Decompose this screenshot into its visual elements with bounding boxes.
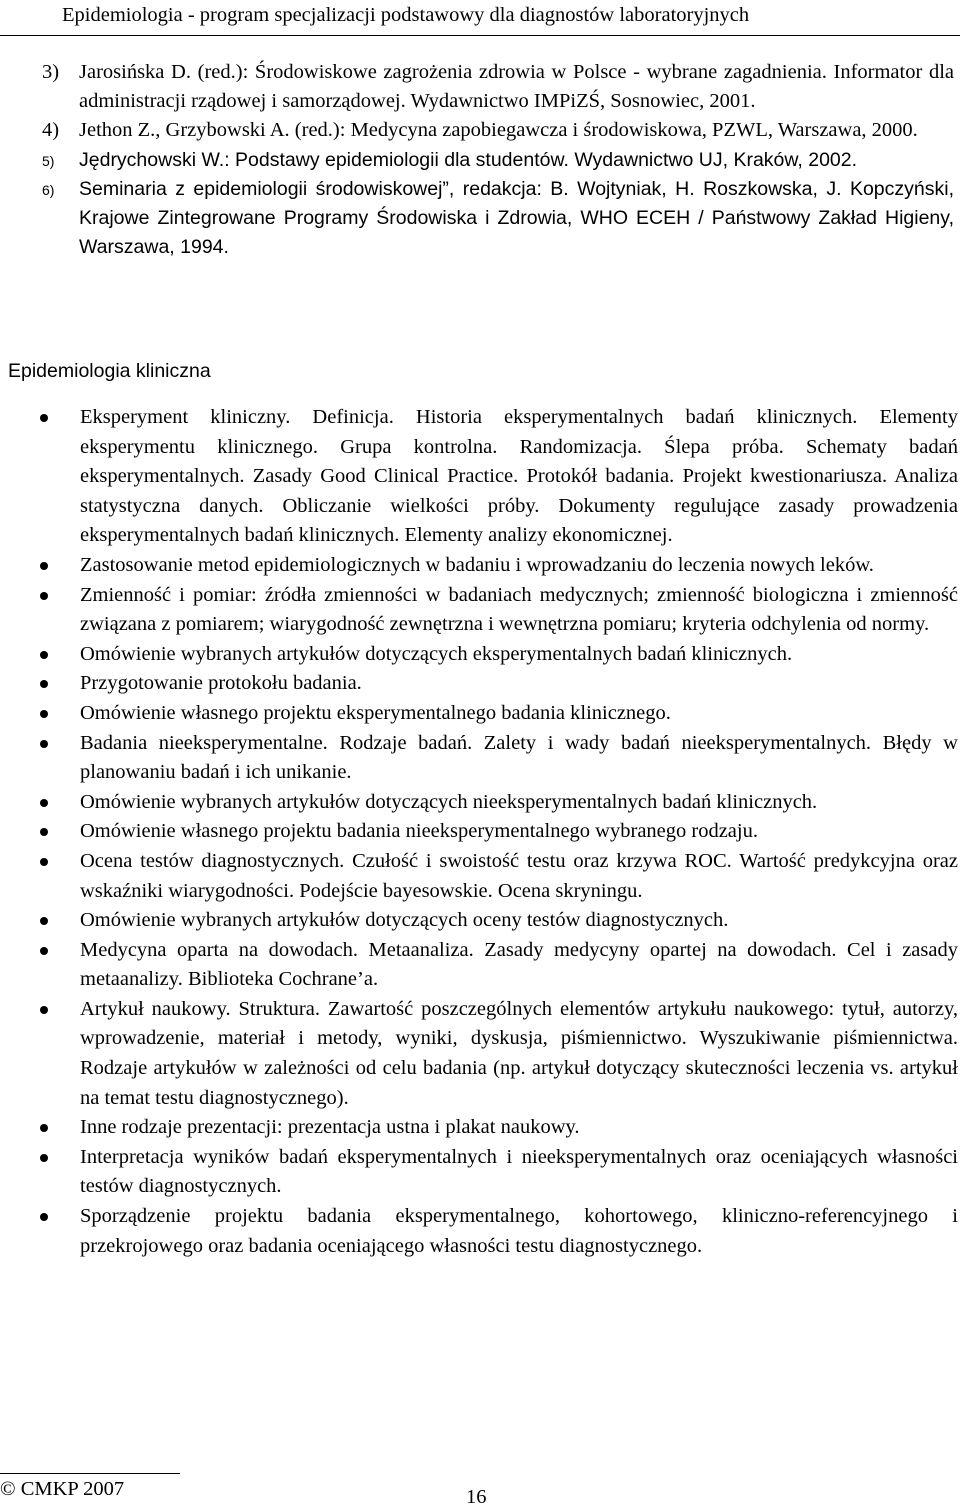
- bullet-icon: [40, 799, 48, 807]
- topic-text: Interpretacja wyników badań eksperymentalnych i nieeksperymentalnych oraz oceniających własności testów diagnostycznych.: [80, 1145, 958, 1198]
- topic-text: Omówienie własnego projektu eksperymentalnego badania klinicznego.: [80, 701, 671, 724]
- bullet-icon: [40, 1154, 48, 1162]
- reference-list: [42, 58, 954, 262]
- topic-text: Omówienie wybranych artykułów dotyczących oceny testów diagnostycznych.: [80, 909, 729, 932]
- topic-item: [0, 729, 958, 788]
- topic-text: Omówienie wybranych artykułów dotyczących eksperymentalnych badań klinicznych.: [80, 642, 793, 665]
- topic-text: Zastosowanie metod epidemiologicznych w badaniu i wprowadzaniu do leczenia nowych leków.: [80, 553, 874, 576]
- topic-item: [0, 1113, 958, 1143]
- topic-text: Medycyna oparta na dowodach. Metaanaliza. Zasady medycyny opartej na dowodach. Cel i zasady metaanalizy. Biblioteka Cochrane’a.: [80, 938, 958, 991]
- header-title: Epidemiologia - program specjalizacji podstawowy dla diagnostów laboratoryjnych: [62, 4, 750, 26]
- reference-text: Jethon Z., Grzybowski A. (red.): Medycyna zapobiegawcza i środowiskowa, PZWL, Warszawa, 2000.: [79, 119, 918, 142]
- topic-item: [0, 788, 958, 818]
- bullet-icon: [40, 740, 48, 748]
- topic-item: [0, 1143, 958, 1202]
- reference-item: [42, 175, 954, 263]
- bullet-icon: [40, 414, 48, 422]
- bullet-icon: [40, 651, 48, 659]
- topic-text: Zmienność i pomiar: źródła zmienności w badaniach medycznych; zmienność biologiczna i zmienność związana z pomiarem; wiarygodność zewnętrzna i wewnętrzna pomiaru; kryteria odchylenia od normy.: [80, 583, 958, 636]
- section-title: Epidemiologia kliniczna: [8, 360, 211, 382]
- topic-item: [0, 581, 958, 640]
- topic-item: [0, 669, 958, 699]
- bullet-icon: [40, 858, 48, 866]
- reference-number: 3): [42, 61, 60, 83]
- bullet-icon: [40, 592, 48, 600]
- topic-text: Omówienie wybranych artykułów dotyczących nieeksperymentalnych badań klinicznych.: [80, 790, 818, 813]
- footer-divider: [0, 1473, 180, 1474]
- topic-text: Inne rodzaje prezentacji: prezentacja ustna i plakat naukowy.: [80, 1116, 580, 1139]
- reference-item: [42, 58, 954, 116]
- topic-item: [0, 699, 958, 729]
- topic-item: [0, 551, 958, 581]
- bullet-icon: [40, 680, 48, 688]
- bullet-icon: [40, 562, 48, 570]
- topic-text: Ocena testów diagnostycznych. Czułość i swoistość testu oraz krzywa ROC. Wartość predykcyjna oraz wskaźniki wiarygodności. Podejście bayesowskie. Ocena skryningu.: [80, 849, 958, 902]
- bullet-icon: [40, 1124, 48, 1132]
- topic-item: [0, 1202, 958, 1261]
- bullet-icon: [40, 947, 48, 955]
- topic-item: [0, 403, 958, 551]
- topic-item: [0, 995, 958, 1113]
- topic-item: [0, 936, 958, 995]
- bullet-icon: [40, 1006, 48, 1014]
- reference-text: Jarosińska D. (red.): Środowiskowe zagrożenia zdrowia w Polsce - wybrane zagadnienia. Informator dla administracji rządowej i samorządowej. Wydawnictwo IMPiZŚ, Sosnowiec, 2001.: [79, 61, 954, 113]
- bullet-icon: [40, 917, 48, 925]
- page-number: 16: [466, 1486, 487, 1508]
- topic-text: Omówienie własnego projektu badania nieeksperymentalnego wybranego rodzaju.: [80, 820, 758, 843]
- topic-text: Badania nieeksperymentalne. Rodzaje badań. Zalety i wady badań nieeksperymentalnych. Błędy w planowaniu badań i ich unikanie.: [80, 731, 958, 784]
- topic-text: Artykuł naukowy. Struktura. Zawartość poszczególnych elementów artykułu naukowego: tytuł, autorzy, wprowadzenie, materiał i metody, wyniki, dyskusja, piśmiennictwo. Wyszukiwanie piśmiennictwa. Rodzaje artykułów w zależności od celu badania (np. artykuł dotyczący skuteczności leczenia vs. artykuł na temat testu diagnostycznego).: [80, 997, 958, 1109]
- bullet-icon: [40, 828, 48, 836]
- topic-text: Przygotowanie protokołu badania.: [80, 672, 362, 695]
- reference-number: 4): [42, 119, 60, 142]
- topic-item: [0, 640, 958, 670]
- page-header: [0, 0, 960, 36]
- reference-text: Jędrychowski W.: Podstawy epidemiologii dla studentów. Wydawnictwo UJ, Kraków, 2002.: [79, 148, 858, 171]
- topic-item: [0, 817, 958, 847]
- reference-text: Seminaria z epidemiologii środowiskowej”, redakcja: B. Wojtyniak, H. Roszkowska, J. Kopczyński, Krajowe Zintegrowane Programy Środowiska i Zdrowia, WHO ECEH / Państwowy Zakład Higieny, Warszawa, 1994.: [79, 177, 954, 259]
- bullet-icon: [40, 1213, 48, 1221]
- reference-number: 6): [42, 181, 55, 198]
- reference-number: 5): [42, 152, 55, 169]
- topic-item: [0, 906, 958, 936]
- topic-text: Eksperyment kliniczny. Definicja. Historia eksperymentalnych badań klinicznych. Elementy eksperymentu klinicznego. Grupa kontrolna. Randomizacja. Ślepa próba. Schematy badań eksperymentalnych. Zasady Good Clinical Practice. Protokół badania. Projekt kwestionariusza. Analiza statystyczna danych. Obliczanie wielkości próby. Dokumenty regulujące zasady prowadzenia eksperymentalnych badań klinicznych. Elementy analizy ekonomicznej.: [80, 406, 958, 547]
- footer-copyright: © CMKP 2007: [0, 1478, 125, 1500]
- topic-text: Sporządzenie projektu badania eksperymentalnego, kohortowego, kliniczno-referencyjnego i przekrojowego oraz badania oceniającego własności testu diagnostycznego.: [80, 1205, 958, 1257]
- topic-list: [0, 403, 958, 1261]
- bullet-icon: [40, 710, 48, 718]
- reference-item: [42, 146, 954, 175]
- reference-item: [42, 116, 954, 145]
- topic-item: [0, 847, 958, 906]
